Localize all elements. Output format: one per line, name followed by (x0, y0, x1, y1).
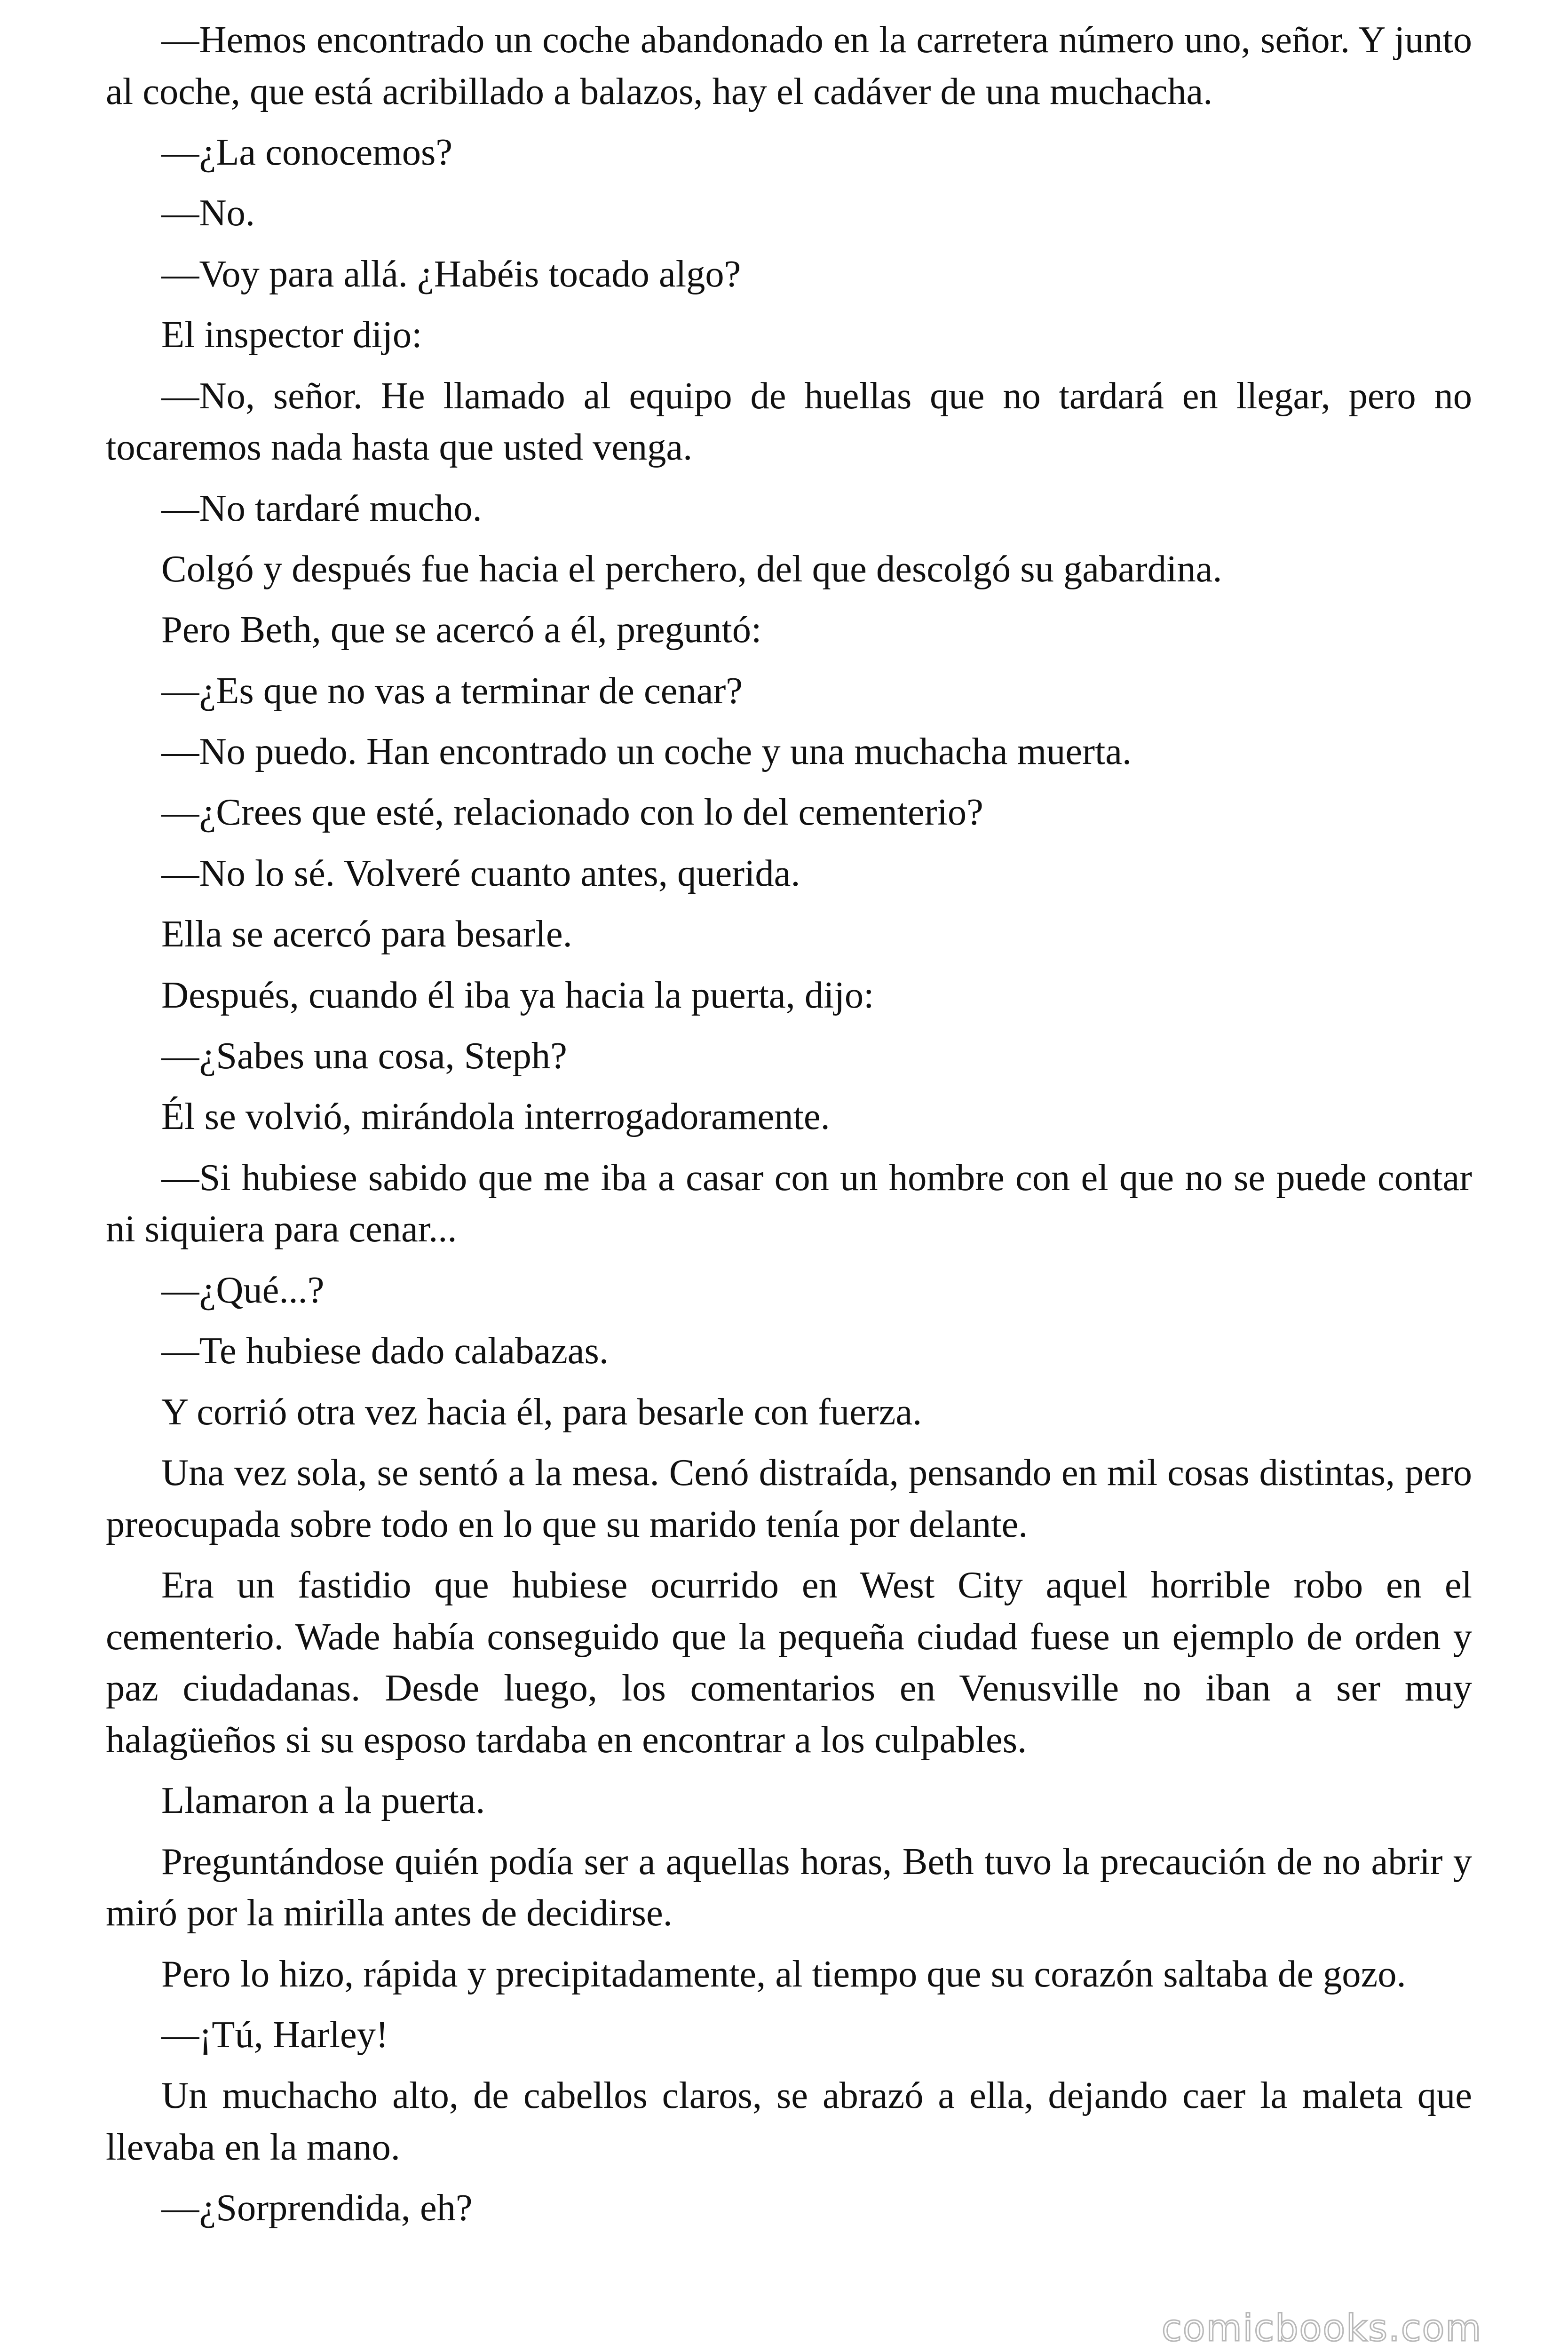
paragraph: Y corrió otra vez hacia él, para besarle con fuerza. (161, 1391, 922, 1433)
paragraph: —Voy para allá. ¿Habéis tocado algo? (161, 253, 741, 295)
paragraph: Era un fastidio que hubiese ocurrido en West City aquel horrible robo en el cementerio. Wade había conseguido que la pequeña ciudad fuese un ejemplo de orden y paz ciudadanas. Desde luego, los comentarios en Venusville no iban a ser muy halagüeños si su esposo tardaba en encontrar a los culpables. (106, 1564, 1472, 1761)
paragraph: —No lo sé. Volveré cuanto antes, querida. (161, 852, 800, 894)
paragraph: —Si hubiese sabido que me iba a casar con un hombre con el que no se puede contar ni siquiera para cenar... (106, 1156, 1472, 1250)
paragraph: —¿Sabes una cosa, Steph? (161, 1035, 567, 1077)
paragraph: Ella se acercó para besarle. (161, 913, 572, 955)
paragraph: —¿Sorprendida, eh? (161, 2187, 473, 2229)
paragraph: —No. (161, 192, 255, 234)
paragraph: —No puedo. Han encontrado un coche y una muchacha muerta. (161, 731, 1132, 773)
paragraph: —¿Crees que esté, relacionado con lo del cementerio? (161, 791, 983, 834)
paragraph: El inspector dijo: (161, 314, 422, 356)
paragraph: —¿Es que no vas a terminar de cenar? (161, 669, 743, 712)
paragraph: —Hemos encontrado un coche abandonado en la carretera número uno, señor. Y junto al coche, que está acribillado a balazos, hay el cadáver de una muchacha. (106, 19, 1472, 112)
paragraph: Después, cuando él iba ya hacia la puerta, dijo: (161, 974, 874, 1016)
paragraph: —¿La conocemos? (161, 131, 453, 173)
paragraph: —No tardaré mucho. (161, 487, 482, 529)
paragraph: Una vez sola, se sentó a la mesa. Cenó distraída, pensando en mil cosas distintas, pero preocupada sobre todo en lo que su marido tenía por delante. (106, 1451, 1472, 1545)
paragraph: —¡Tú, Harley! (161, 2013, 388, 2056)
paragraph: Llamaron a la puerta. (161, 1780, 485, 1822)
watermark: comicbooks.com (1162, 2307, 1482, 2350)
paragraph: —¿Qué...? (161, 1269, 325, 1311)
page-body (106, 14, 1472, 2243)
paragraph: Pero Beth, que se acercó a él, preguntó: (161, 609, 762, 651)
paragraph: —No, señor. He llamado al equipo de huellas que no tardará en llegar, pero no tocaremos nada hasta que usted venga. (106, 374, 1472, 469)
paragraph: Preguntándose quién podía ser a aquellas horas, Beth tuvo la precaución de no abrir y miró por la mirilla antes de decidirse. (106, 1840, 1472, 1934)
paragraph: Colgó y después fue hacia el perchero, del que descolgó su gabardina. (161, 548, 1222, 590)
paragraph: Un muchacho alto, de cabellos claros, se abrazó a ella, dejando caer la maleta que llevaba en la mano. (106, 2074, 1472, 2168)
paragraph: —Te hubiese dado calabazas. (161, 1330, 609, 1372)
paragraph: Él se volvió, mirándola interrogadoramente. (161, 1096, 830, 1138)
paragraph: Pero lo hizo, rápida y precipitadamente, al tiempo que su corazón saltaba de gozo. (161, 1953, 1406, 1995)
